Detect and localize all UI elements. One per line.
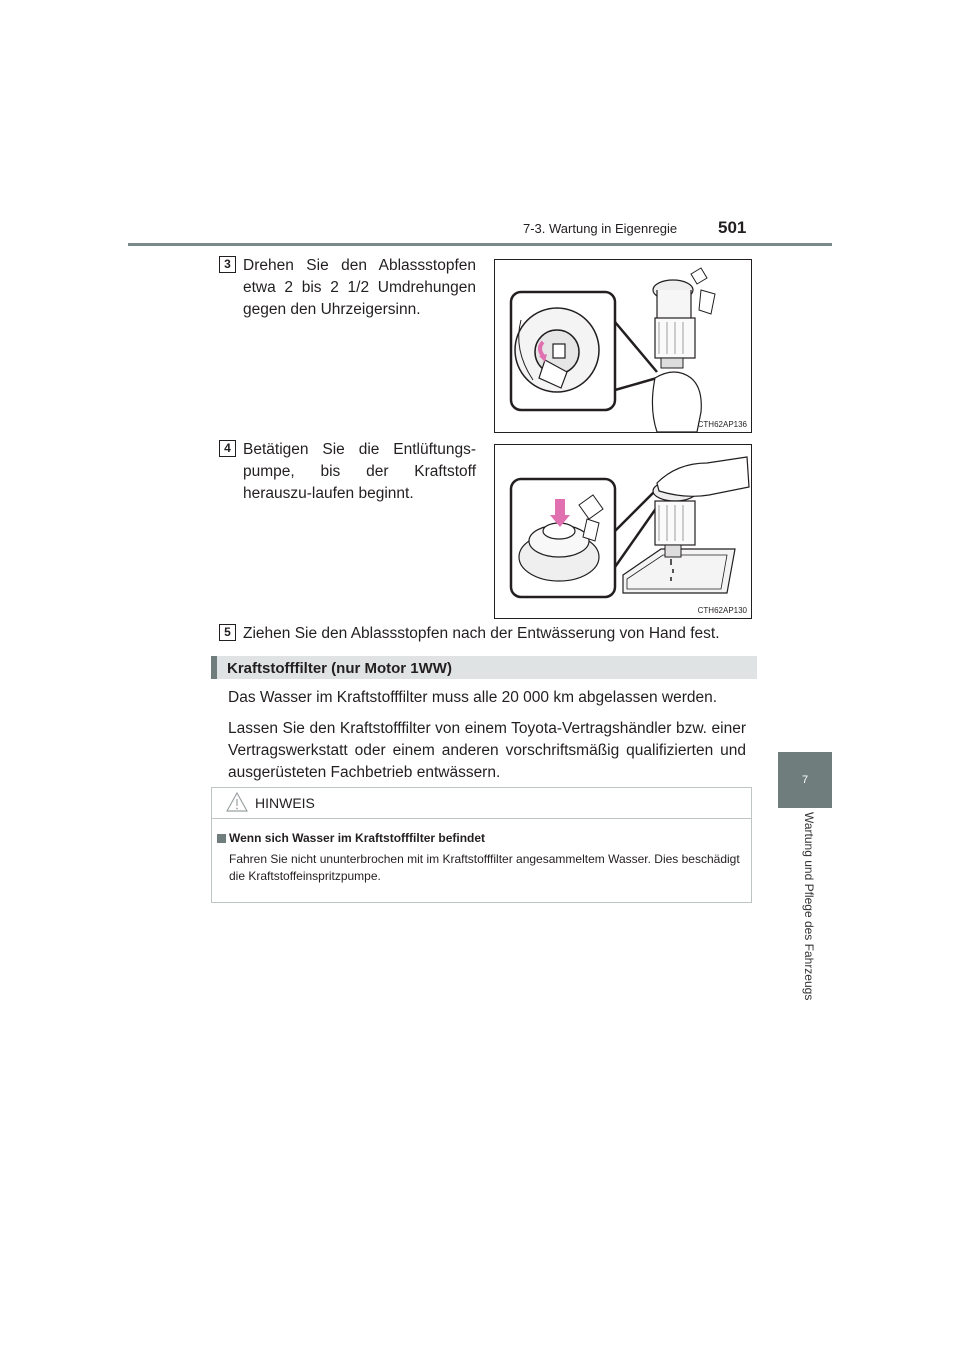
priming-pump-illustration xyxy=(495,445,751,618)
section-paragraph-2: Lassen Sie den Kraftstofffilter von einem Toyota-Vertragshändler bzw. einer Vertragswerkstatt oder einem anderen vorschriftsmäßig qualifizierten und ausgerüsteten Fachbetrieb entwässern. xyxy=(228,720,746,781)
step-number-4: 4 xyxy=(219,440,236,457)
notice-item-text: Fahren Sie nicht ununterbrochen mit im Kraftstofffilter angesammeltem Wasser. Dies beschädigt die Kraftstoffeinspritzpumpe. xyxy=(229,852,740,883)
figure-drain-plug xyxy=(494,259,752,433)
bullet-square xyxy=(217,834,226,843)
step-number-5: 5 xyxy=(219,624,236,641)
warning-triangle-icon xyxy=(226,792,248,817)
drain-plug-illustration xyxy=(495,260,751,432)
chapter-tab: 7 xyxy=(778,752,832,808)
notice-label: HINWEIS xyxy=(255,795,315,811)
section-title: Kraftstofffilter (nur Motor 1WW) xyxy=(227,660,452,677)
section-heading-bar xyxy=(211,656,757,679)
notice-header xyxy=(212,788,751,819)
notice-item-title: Wenn sich Wasser im Kraftstofffilter befindet xyxy=(229,831,486,845)
header-divider xyxy=(128,243,832,246)
page-number: 501 xyxy=(718,218,747,237)
figure-code: CTH62AP130 xyxy=(697,606,747,615)
section-paragraph-1: Das Wasser im Kraftstofffilter muss alle 20 000 km abgelassen werden. xyxy=(228,689,718,706)
step-text-4: Betätigen Sie die Entlüftungs-pumpe, bis der Kraftstoff herauszu-laufen beginnt. xyxy=(243,441,476,502)
step-number-3: 3 xyxy=(219,256,236,273)
figure-code: CTH62AP136 xyxy=(697,420,747,429)
step-text-5: Ziehen Sie den Ablassstopfen nach der Entwässerung von Hand fest. xyxy=(243,625,720,642)
running-header-section: 7-3. Wartung in Eigenregie xyxy=(523,221,678,236)
chapter-title-vertical: Wartung und Pflege des Fahrzeugs xyxy=(802,812,816,1001)
figure-priming-pump xyxy=(494,444,752,619)
step-text-3: Drehen Sie den Ablassstopfen etwa 2 bis 2 1/2 Umdrehungen gegen den Uhrzeigersinn. xyxy=(243,257,476,318)
notice-box xyxy=(211,787,752,903)
